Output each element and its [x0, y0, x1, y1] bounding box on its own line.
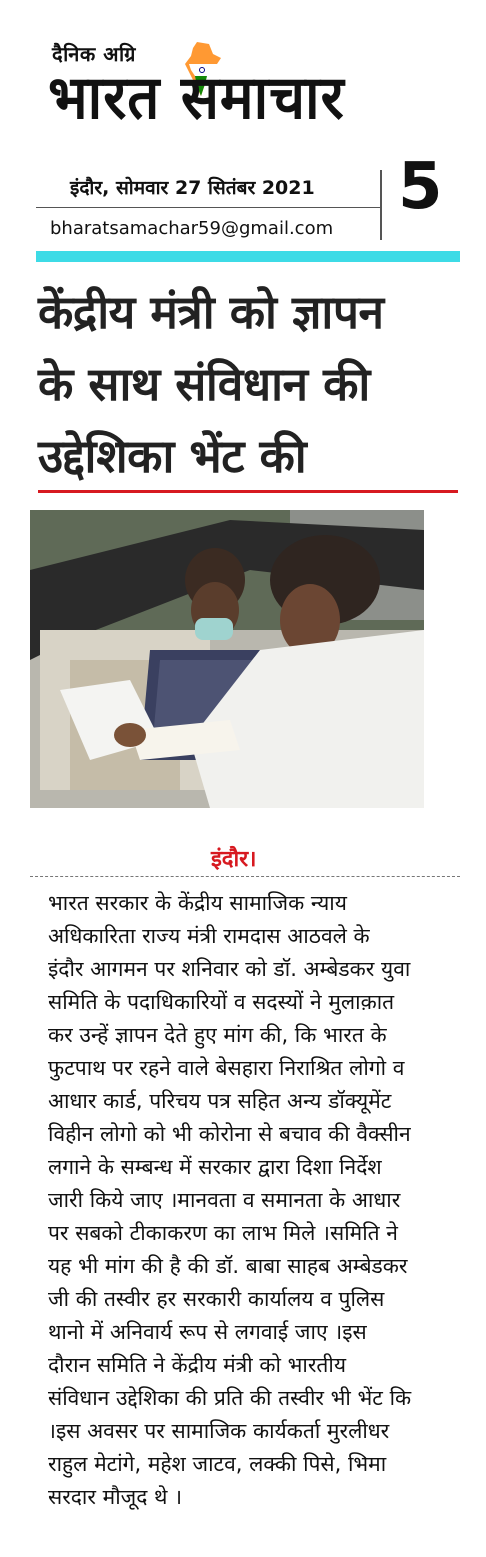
body-line: समिति के पदाधिकारियों व सदस्यों ने मुलाक़ात [48, 990, 395, 1014]
masthead [0, 0, 486, 170]
body-line: कर उन्हें ज्ञापन देते हुए मांग की, कि भारत के [48, 1023, 387, 1047]
headline-line: केंद्रीय मंत्री को ज्ञापन [38, 285, 384, 339]
body-line: थानो में अनिवार्य रूप से लगवाई जाए ।इस [48, 1320, 367, 1344]
body-line: पर सबको टीकाकरण का लाभ मिले ।समिति ने [48, 1221, 398, 1245]
news-photo [30, 510, 424, 808]
dateline: इंदौर, सोमवार 27 सितंबर 2021 [70, 177, 315, 199]
headline [38, 276, 468, 492]
header-divider [380, 170, 382, 240]
masthead-title: भारत समाचार [48, 63, 345, 133]
contact-email[interactable]: bharatsamachar59@gmail.com [50, 218, 334, 239]
body-line: आधार कार्ड, परिचय पत्र सहित अन्य डॉक्यूमेंट [48, 1089, 392, 1113]
body-line: अधिकारिता राज्य मंत्री रामदास आठवले के [48, 924, 370, 948]
page-number: 5 [398, 150, 443, 224]
headline-underline [38, 490, 458, 493]
headline-line: उद्देशिका भेंट की [38, 429, 307, 483]
article-body [48, 887, 468, 1514]
body-line: ।इस अवसर पर सामाजिक कार्यकर्ता मुरलीधर [48, 1419, 390, 1443]
body-line: लगाने के सम्बन्ध में सरकार द्वारा दिशा निर्देश [48, 1155, 382, 1179]
masthead-subtitle: दैनिक अग्रि [52, 42, 136, 66]
body-line: राहुल मेटांगे, महेश जाटव, लक्की पिसे, भिमा [48, 1452, 387, 1476]
body-line: जारी किये जाए ।मानवता व समानता के आधार [48, 1188, 401, 1212]
body-line: विहीन लोगो को भी कोरोना से बचाव की वैक्सीन [48, 1122, 411, 1146]
body-line: जी की तस्वीर हर सरकारी कार्यालय व पुलिस [48, 1287, 385, 1311]
accent-bar [36, 251, 460, 262]
body-line: दौरान समिति ने केंद्रीय मंत्री को भारतीय [48, 1353, 347, 1377]
news-photo-illustration [30, 510, 424, 808]
body-line: भारत सरकार के केंद्रीय सामाजिक न्याय [48, 891, 347, 915]
section-divider [30, 876, 460, 877]
body-line: सरदार मौजूद थे । [48, 1485, 183, 1509]
dateline-rule [36, 207, 381, 208]
body-line: यह भी मांग की है की डॉ. बाबा साहब अम्बेडकर [48, 1254, 408, 1278]
body-line: फुटपाथ पर रहने वाले बेसहारा निराश्रित लोगो व [48, 1056, 405, 1080]
headline-line: के साथ संविधान की [38, 357, 370, 411]
body-line: इंदौर आगमन पर शनिवार को डॉ. अम्बेडकर युवा [48, 957, 411, 981]
body-line: संविधान उद्देशिका की प्रति की तस्वीर भी भेंट कि [48, 1386, 412, 1410]
location-dateline: इंदौर। [211, 847, 257, 872]
